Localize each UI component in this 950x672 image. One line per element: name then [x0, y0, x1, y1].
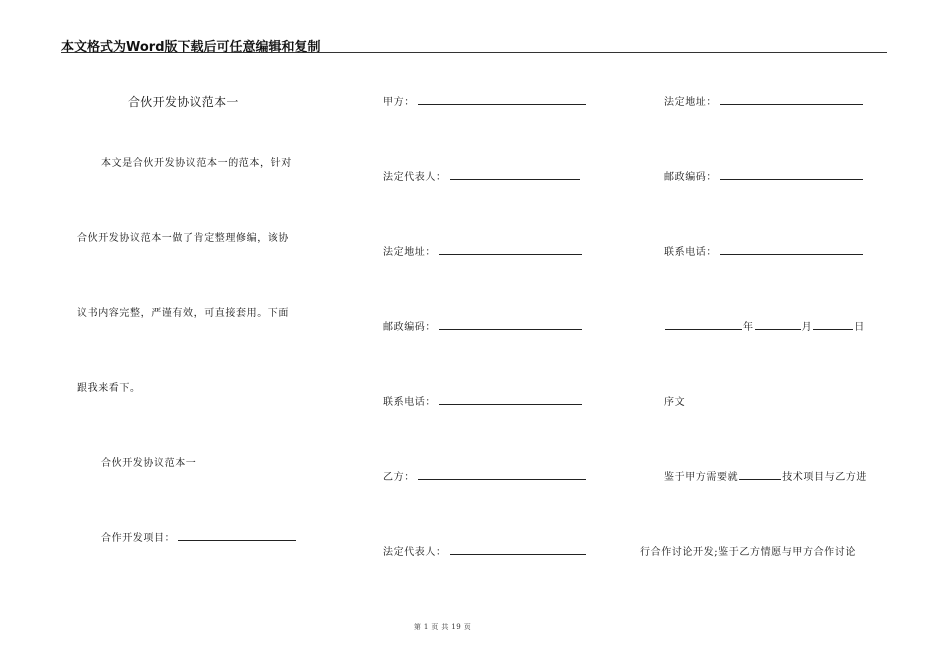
legal-rep-a-blank: [450, 169, 580, 180]
project-field: [101, 529, 296, 544]
preface-line-2: 行合作讨论开发;鉴于乙方情愿与甲方合作讨论: [640, 547, 856, 558]
phone-b-label: 联系电话：: [664, 247, 717, 258]
day-blank: [813, 319, 853, 330]
legal-rep-b-label: 法定代表人：: [383, 547, 447, 558]
date-day: 日: [854, 322, 865, 333]
column-left: [0, 0, 340, 672]
project-label: 合作开发项目：: [101, 533, 176, 544]
party-b-field: [383, 468, 586, 483]
phone-a-field: [383, 393, 582, 408]
column-middle: [370, 0, 610, 672]
document-title: 合伙开发协议范本一: [128, 95, 239, 109]
legal-rep-a-label: 法定代表人：: [383, 172, 447, 183]
legal-rep-a-field: [383, 168, 580, 183]
postcode-a-label: 邮政编码：: [383, 322, 436, 333]
address-a-label: 法定地址：: [383, 247, 436, 258]
date-field: [664, 318, 865, 333]
address-a-blank: [439, 244, 582, 255]
address-b-blank: [720, 94, 863, 105]
postcode-b-label: 邮政编码：: [664, 172, 717, 183]
party-a-field: [383, 93, 586, 108]
intro-line-1: 本文是合伙开发协议范本一的范本，针对: [101, 158, 292, 169]
date-year: 年: [743, 322, 754, 333]
postcode-b-blank: [720, 169, 863, 180]
phone-b-blank: [720, 244, 863, 255]
page-number: 第 1 页 共 19 页: [413, 623, 472, 631]
postcode-b-field: [664, 168, 863, 183]
address-a-field: [383, 243, 582, 258]
phone-a-blank: [439, 394, 582, 405]
document-banner: 本文格式为Word版下载后可任意编辑和复制: [61, 40, 321, 55]
preface-heading: 序文: [664, 397, 686, 408]
section-subtitle: 合伙开发协议范本一: [101, 458, 197, 469]
preface-line-1-end: 技术项目与乙方进: [782, 472, 868, 483]
legal-rep-b-field: [383, 543, 586, 558]
postcode-a-field: [383, 318, 582, 333]
intro-line-3: 议书内容完整，严谨有效，可直接套用。下面: [77, 308, 289, 319]
address-b-label: 法定地址：: [664, 97, 717, 108]
project-name-blank: [739, 469, 781, 480]
phone-a-label: 联系电话：: [383, 397, 436, 408]
column-right: [630, 0, 920, 672]
party-a-blank: [418, 94, 586, 105]
phone-b-field: [664, 243, 863, 258]
address-b-field: [664, 93, 863, 108]
party-a-label: 甲方：: [383, 97, 415, 108]
intro-line-4: 跟我来看下。: [77, 383, 141, 394]
month-blank: [755, 319, 801, 330]
preface-line-1: [664, 468, 867, 483]
project-blank: [178, 530, 296, 541]
legal-rep-b-blank: [450, 544, 586, 555]
intro-line-2: 合伙开发协议范本一做了肯定整理修编，该协: [77, 233, 289, 244]
preface-line-1-start: 鉴于甲方需要就: [664, 472, 739, 483]
date-month: 月: [801, 322, 813, 333]
party-b-label: 乙方：: [383, 472, 415, 483]
postcode-a-blank: [439, 319, 582, 330]
year-blank: [665, 319, 742, 330]
party-b-blank: [418, 469, 586, 480]
